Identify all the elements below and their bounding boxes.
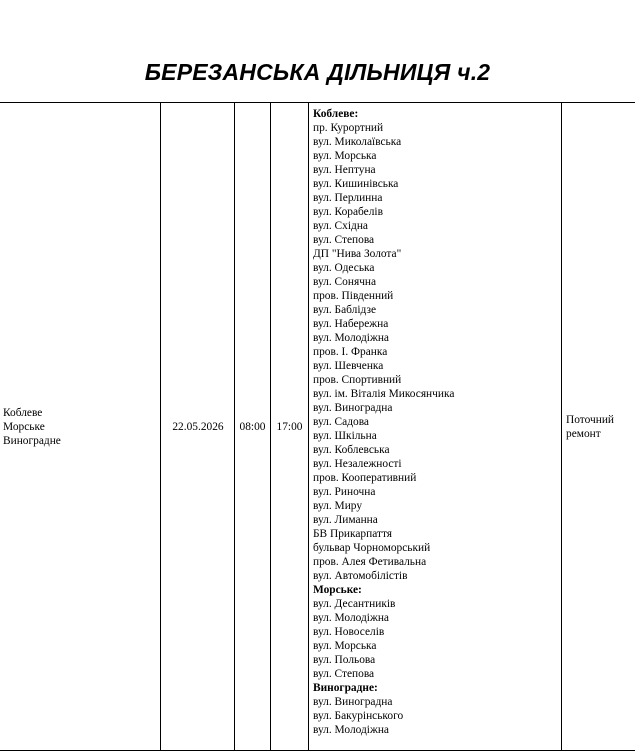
settlement-group-heading: Коблеве: (313, 107, 559, 121)
settlements-list (0, 406, 160, 448)
street-item: вул. Миколаївська (313, 135, 559, 149)
street-item: вул. Коблевська (313, 443, 559, 457)
outage-date: 22.05.2026 (161, 420, 234, 434)
street-item: пр. Курортний (313, 121, 559, 135)
settlement-group-heading: Виноградне: (313, 681, 559, 695)
street-item: вул. Східна (313, 219, 559, 233)
street-item: вул. Бакурінського (313, 709, 559, 723)
street-item: вул. Новоселів (313, 625, 559, 639)
street-item: вул. Степова (313, 667, 559, 681)
table-row (0, 103, 635, 751)
work-type-cell (562, 103, 635, 751)
street-item: вул. Баблідзе (313, 303, 559, 317)
start-time-cell (235, 103, 271, 751)
street-item: пров. Південний (313, 289, 559, 303)
outage-table (0, 102, 635, 751)
street-item: пров. Спортивний (313, 373, 559, 387)
street-item: вул. Шевченка (313, 359, 559, 373)
street-item: вул. Незалежності (313, 457, 559, 471)
street-item: вул. Молодіжна (313, 723, 559, 737)
street-item: вул. Десантників (313, 597, 559, 611)
start-time: 08:00 (235, 421, 270, 433)
settlement-name: Виноградне (3, 434, 158, 448)
streets-cell (309, 103, 562, 751)
settlement-group-heading: Морське: (313, 583, 559, 597)
settlement-name: Коблеве (3, 406, 158, 420)
street-item: вул. Миру (313, 499, 559, 513)
settlements-cell (0, 103, 161, 751)
street-item: БВ Прикарпаття (313, 527, 559, 541)
street-item: вул. Молодіжна (313, 611, 559, 625)
street-item: вул. Морська (313, 639, 559, 653)
street-item: вул. Нептуна (313, 163, 559, 177)
street-item: вул. Молодіжна (313, 331, 559, 345)
street-item: вул. Виноградна (313, 695, 559, 709)
page-title: БЕРЕЗАНСЬКА ДІЛЬНИЦЯ ч.2 (0, 56, 635, 88)
street-item: вул. Перлинна (313, 191, 559, 205)
street-item: пров. Алея Фетивальна (313, 555, 559, 569)
street-item: бульвар Чорноморський (313, 541, 559, 555)
street-item: пров. Кооперативний (313, 471, 559, 485)
end-time-cell (271, 103, 309, 751)
street-item: вул. Садова (313, 415, 559, 429)
street-item: вул. Лиманна (313, 513, 559, 527)
street-item: вул. Одеська (313, 261, 559, 275)
street-item: вул. Польова (313, 653, 559, 667)
work-type: Поточний ремонт (562, 413, 635, 441)
street-item: вул. Шкільна (313, 429, 559, 443)
settlement-name: Морське (3, 420, 158, 434)
street-item: вул. Сонячна (313, 275, 559, 289)
street-item: вул. Степова (313, 233, 559, 247)
end-time: 17:00 (271, 421, 308, 433)
street-item: вул. Морська (313, 149, 559, 163)
street-item: вул. Кишинівська (313, 177, 559, 191)
street-item: ДП "Нива Золота" (313, 247, 559, 261)
street-item: вул. Риночна (313, 485, 559, 499)
street-item: вул. Корабелів (313, 205, 559, 219)
date-cell (161, 103, 235, 751)
street-item: вул. Набережна (313, 317, 559, 331)
street-item: пров. І. Франка (313, 345, 559, 359)
street-item: вул. Автомобілістів (313, 569, 559, 583)
street-item: вул. Виноградна (313, 401, 559, 415)
street-item: вул. ім. Віталія Микосянчика (313, 387, 559, 401)
street-list (309, 103, 561, 737)
